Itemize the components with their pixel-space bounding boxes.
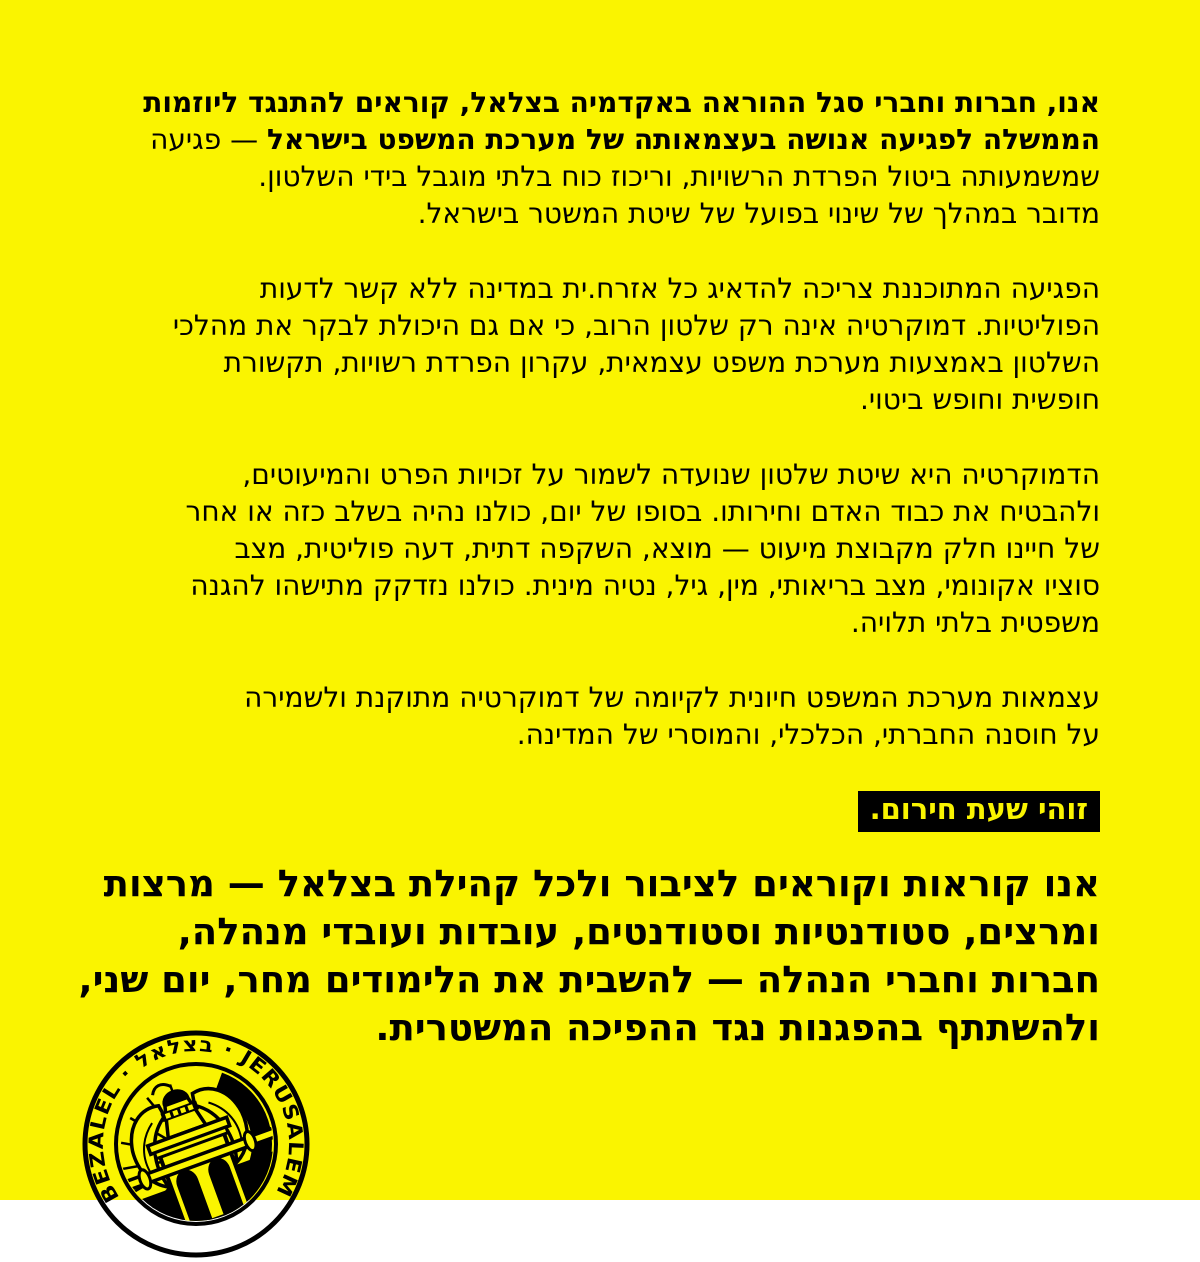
- statement-line: [100, 456, 1100, 493]
- bezalel-seal-icon: [78, 1026, 314, 1262]
- statement-text: ולהבטיח את כבוד האדם וחירותו. בסופו של יום, כולנו נהיה בשלב כזה או אחר: [185, 495, 1100, 528]
- statement-text: סוציו אקונומי, מצב בריאותי, מין, גיל, נטיה מינית. כולנו נזדקק מתישהו להגנה: [190, 569, 1100, 602]
- statement-line: [100, 381, 1100, 418]
- statement-text-bold: הממשלה לפגיעה אנושה בעצמאותה של מערכת המשפט בישראל: [267, 123, 1100, 156]
- statement-text: הפגיעה המתוכננת צריכה להדאיג כל אזרח.ית במדינה ללא קשר לדעות: [259, 272, 1100, 305]
- statement-text-bold: ולהשתתף בהפגנות נגד ההפיכה המשטרית.: [375, 1006, 1100, 1049]
- statement-text: של חיינו חלק מקבוצת מיעוט — מוצא, השקפה דתית, דעה פוליטית, מצב: [234, 532, 1100, 565]
- statement-paragraph: [100, 84, 1100, 232]
- statement-line: [100, 493, 1100, 530]
- statement-line: [100, 195, 1100, 232]
- statement-text: מדובר במהלך של שינוי בפועל של שיטת המשטר בישראל.: [417, 197, 1100, 230]
- statement-text: שמשמעותה ביטול הפרדת הרשויות, וריכוז כוח בלתי מוגבל בידי השלטון.: [258, 160, 1100, 193]
- bezalel-seal-logo: [78, 1026, 314, 1262]
- statement-line: [100, 567, 1100, 604]
- statement-line: [100, 530, 1100, 567]
- statement-paragraph: [100, 456, 1100, 641]
- statement-text: משפטית בלתי תלויה.: [850, 606, 1100, 639]
- emergency-line: [100, 791, 1100, 832]
- statement-line: [100, 679, 1100, 716]
- statement-text: הפוליטיות. דמוקרטיה אינה רק שלטון הרוב, כי אם גם היכולת לבקר את מהלכי: [172, 309, 1100, 342]
- seal-ring-text: BEZALEL · בצלאל · JERUSALEM: [83, 1031, 309, 1208]
- statement: [78, 84, 1100, 1052]
- statement-text: — פגיעה: [150, 123, 267, 156]
- statement-line: [100, 158, 1100, 195]
- statement-paragraph: [78, 860, 1100, 1052]
- statement-text-bold: אנו קוראות וקוראים לציבור ולכל קהילת בצלאל — מרצות: [103, 862, 1100, 905]
- statement-text: עצמאות מערכת המשפט חיונית לקיומה של דמוקרטיה מתוקנת ולשמירה: [244, 681, 1100, 714]
- statement-text-bold: ומרצים, סטודנטיות וסטודנטים, עובדות ועובדי מנהלה,: [177, 910, 1100, 953]
- statement-text: הדמוקרטיה היא שיטת שלטון שנועדה לשמור על זכויות הפרט והמיעוטים,: [242, 458, 1100, 491]
- statement-paragraph: [100, 679, 1100, 753]
- statement-line: [100, 307, 1100, 344]
- statement-text-bold: חברות וחברי הנהלה — להשבית את הלימודים מחר, יום שני,: [78, 958, 1100, 1001]
- statement-line: [100, 604, 1100, 641]
- statement-text: השלטון באמצעות מערכת משפט עצמאית, עקרון הפרדת רשויות, תקשורת: [223, 346, 1100, 379]
- statement-line: [100, 84, 1100, 121]
- emergency-badge: זוהי שעת חירום.: [858, 791, 1100, 832]
- statement-paragraph: [100, 270, 1100, 418]
- statement-line: [100, 908, 1100, 956]
- statement-text: על חוסנה החברתי, הכלכלי, והמוסרי של המדינה.: [516, 718, 1100, 751]
- statement-line: [78, 956, 1100, 1004]
- statement-line: [100, 716, 1100, 753]
- statement-line: [100, 270, 1100, 307]
- statement-line: [100, 344, 1100, 381]
- statement-line: [100, 121, 1100, 158]
- call-to-action: [78, 860, 1100, 1052]
- statement-line: [100, 860, 1100, 908]
- statement-text: חופשית וחופש ביטוי.: [860, 383, 1100, 416]
- statement-text-bold: אנו, חברות וחברי סגל ההוראה באקדמיה בצלאל, קוראים להתנגד ליוזמות: [143, 86, 1100, 119]
- statement-paragraphs: [100, 84, 1100, 753]
